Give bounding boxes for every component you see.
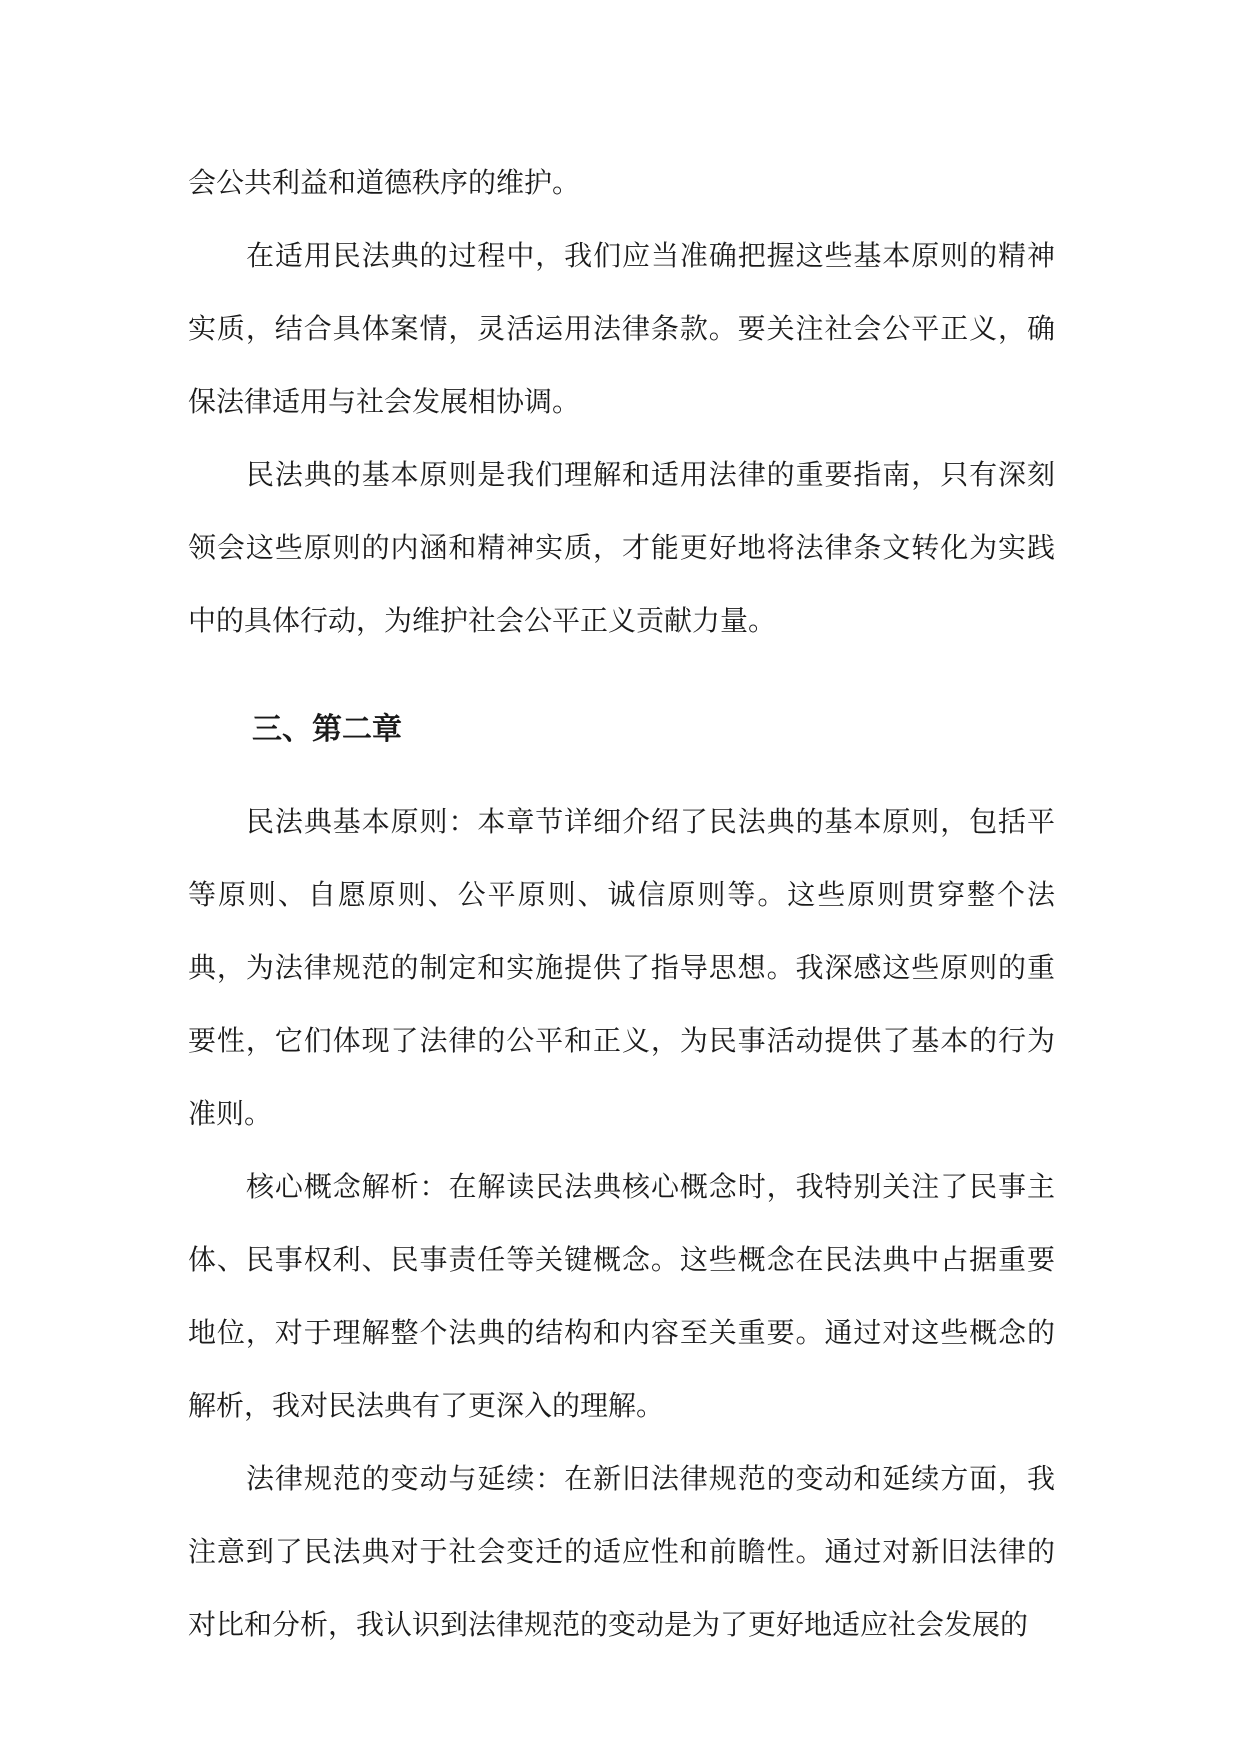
paragraph: 在适用民法典的过程中，我们应当准确把握这些基本原则的精神实质，结合具体案情，灵活运用法律条款。要关注社会公平正义，确保法律适用与社会发展相协调。: [188, 239, 1055, 418]
paragraph-continuation: 会公共利益和道德秩序的维护。: [188, 166, 581, 199]
paragraph: 民法典的基本原则是我们理解和适用法律的重要指南，只有深刻领会这些原则的内涵和精神实质，才能更好地将法律条文转化为实践中的具体行动，为维护社会公平正义贡献力量。: [188, 458, 1055, 637]
paragraph: 法律规范的变动与延续：在新旧法律规范的变动和延续方面，我注意到了民法典对于社会变迁的适应性和前瞻性。通过对新旧法律的对比和分析，我认识到法律规范的变动是为了更好地适应社会发展的: [188, 1462, 1055, 1641]
paragraph: 核心概念解析：在解读民法典核心概念时，我特别关注了民事主体、民事权利、民事责任等关键概念。这些概念在民法典中占据重要地位，对于理解整个法典的结构和内容至关重要。通过对这些概念的解析，我对民法典有了更深入的理解。: [188, 1170, 1055, 1422]
paragraph: 民法典基本原则：本章节详细介绍了民法典的基本原则，包括平等原则、自愿原则、公平原则、诚信原则等。这些原则贯穿整个法典，为法律规范的制定和实施提供了指导思想。我深感这些原则的重要性，它们体现了法律的公平和正义，为民事活动提供了基本的行为准则。: [188, 805, 1055, 1130]
section-heading: 三、第二章: [252, 712, 402, 747]
document-body: [188, 146, 1055, 1661]
